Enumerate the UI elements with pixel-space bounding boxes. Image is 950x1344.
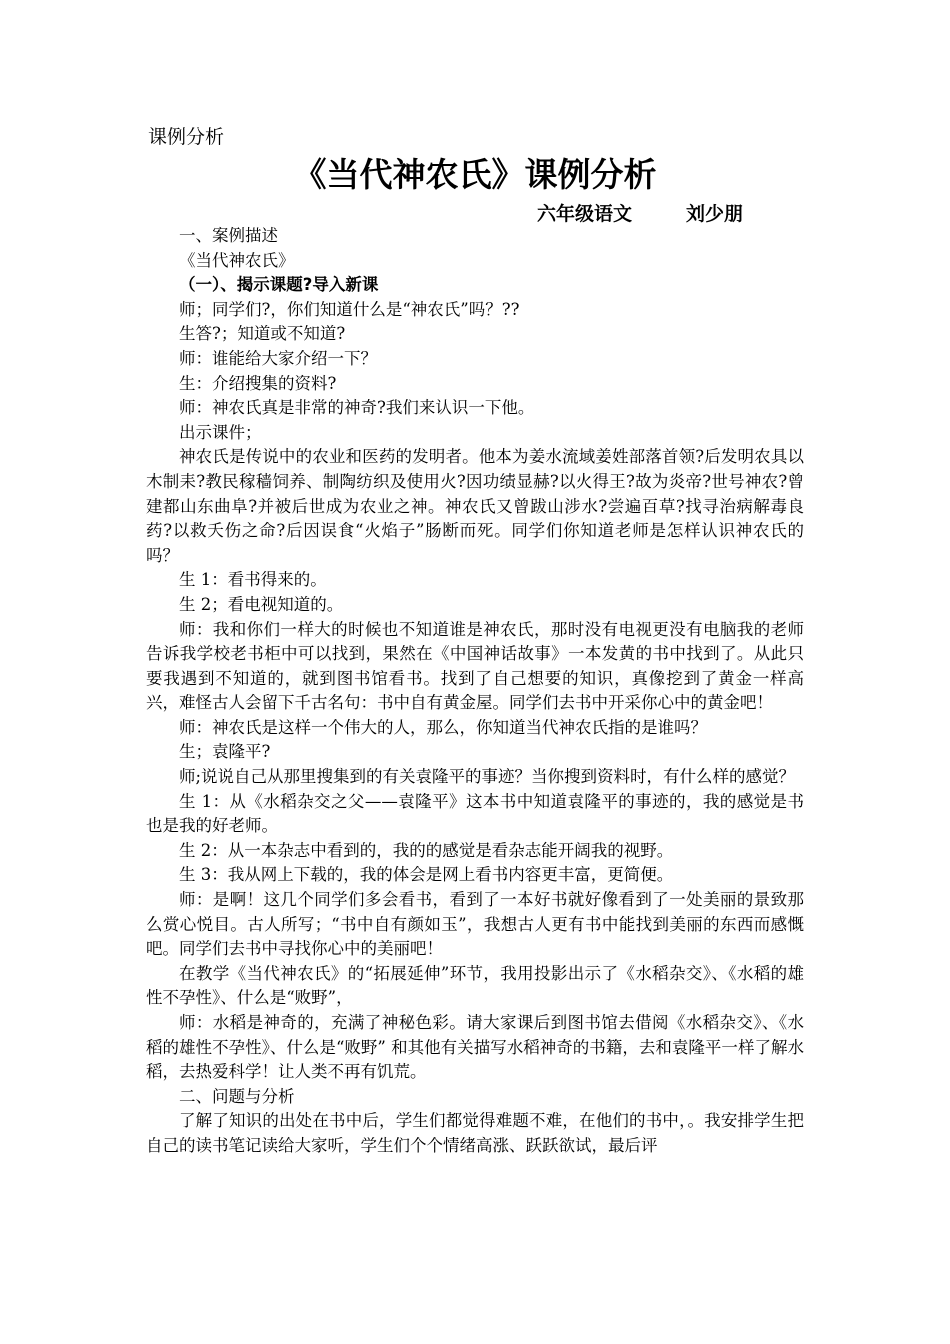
paragraph: 二、问题与分析 (179, 1086, 295, 1106)
paragraph: （一）、揭示课题?导入新课 (179, 275, 379, 295)
grade-subject: 六年级语文 (537, 203, 633, 225)
document-title: 《当代神农氏》课例分析 (293, 155, 657, 194)
paragraph: 出示课件； (179, 422, 262, 442)
paragraph: 生答?；知道或不知道? (179, 324, 346, 344)
author-name: 刘少朋 (686, 203, 744, 225)
paragraph: 生：介绍搜集的资料? (179, 373, 337, 393)
paragraph: 生；袁隆平? (179, 742, 271, 762)
paragraph: 师;说说自己从那里搜集到的有关袁隆平的事迹？当你搜到资料时，有什么样的感觉？ (179, 767, 796, 787)
paragraph: 师：水稻是神奇的，充满了神秘色彩。请大家课后到图书馆去借阅《水稻杂交》、《水稻的雄性不孕性》、什么是“败野” 和其他有关描写水稻神奇的书籍，去和袁隆平一样了解水稻，去热爱科学！让人类不再有饥荒。 (146, 1013, 804, 1082)
paragraph: 在教学《当代神农氏》的“拓展延伸”环节，我用投影出示了《水稻杂交》、《水稻的雄性不孕性》、什么是“败野”， (146, 963, 804, 1008)
paragraph: 生 1：看书得来的。 (179, 570, 327, 590)
paragraph: 师：是啊！这几个同学们多会看书，看到了一本好书就好像看到了一处美丽的景致那么赏心悦目。古人所写；“书中自有颜如玉”，我想古人更有书中能找到美丽的东西而感慨吧。同学们去书中寻找你心中的美丽吧！ (146, 890, 804, 959)
paragraph: 生 2：从一本杂志中看到的，我的的感觉是看杂志能开阔我的视野。 (179, 840, 674, 860)
paragraph: 生 3：我从网上下载的，我的体会是网上看书内容更丰富，更简便。 (179, 865, 674, 885)
paragraph: 师：谁能给大家介绍一下？ (179, 348, 377, 368)
paragraph: 《当代神农氏》 (179, 250, 295, 270)
paragraph: 师：我和你们一样大的时候也不知道谁是神农氏，那时没有电视更没有电脑我的老师告诉我学校老书柜中可以找到，果然在《中国神话故事》一本发黄的书中找到了。从此只要我遇到不知道的，就到图书馆看书。找到了自己想要的知识，真像挖到了黄金一样高兴，难怪古人会留下千古名句：书中自有黄金屋。同学们去书中开采你心中的黄金吧！ (146, 619, 804, 713)
paragraph: 生 2；看电视知道的。 (179, 594, 344, 614)
document-body (146, 224, 804, 1159)
paragraph: 了解了知识的出处在书中后，学生们都觉得难题不难，在他们的书中，。我安排学生把自己的读书笔记读给大家听，学生们个个情绪高涨、跃跃欲试，最后评 (146, 1111, 804, 1155)
paragraph: 师：神农氏真是非常的神奇?我们来认识一下他。 (179, 398, 535, 418)
header-label: 课例分析 (148, 126, 225, 148)
paragraph: 师：神农氏是这样一个伟大的人，那么，你知道当代神农氏指的是谁吗？ (179, 717, 707, 737)
paragraph: 生 1：从《水稻杂交之父——袁隆平》这本书中知道袁隆平的事迹的，我的感觉是书也是我的好老师。 (146, 791, 804, 836)
paragraph: 一、案例描述 (179, 226, 278, 245)
paragraph: 神农氏是传说中的农业和医药的发明者。他本为姜水流域姜姓部落首领?后发明农具以木制耒?教民稼穑饲养、制陶纺织及使用火?因功绩显赫?以火得王?故为炎帝?世号神农?曾建都山东曲阜?并被后世成为农业之神。神农氏又曾跋山涉水?尝遍百草?找寻治病解毒良药?以救夭伤之命?后因误食“火焰子”肠断而死。同学们你知道老师是怎样认识神农氏的吗？ (146, 447, 804, 565)
paragraph: 师；同学们?，你们知道什么是“神农氏”吗？?? (179, 299, 520, 319)
